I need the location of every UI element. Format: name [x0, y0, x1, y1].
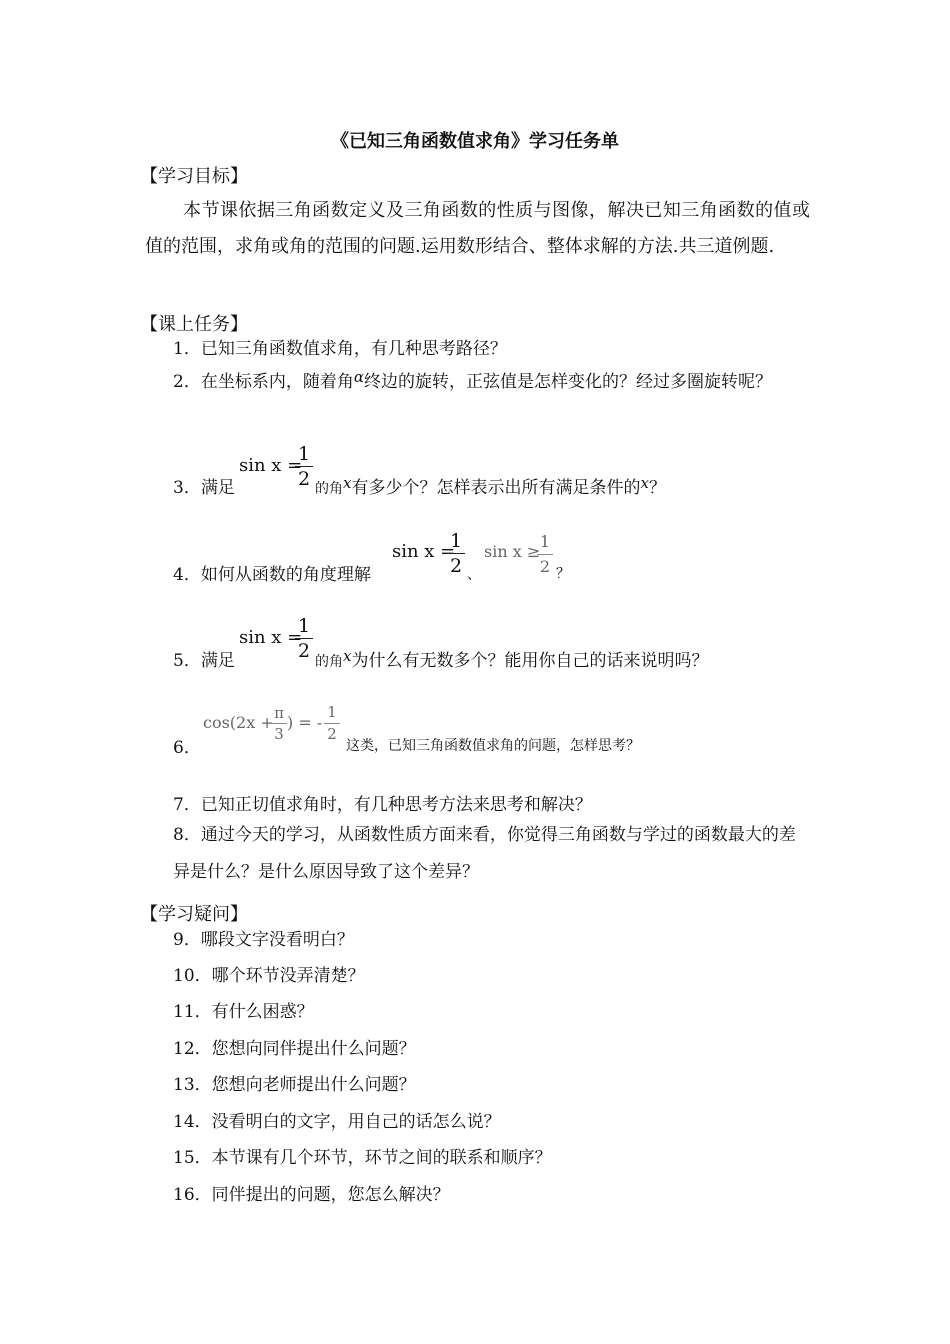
- task-2: [173, 364, 810, 401]
- numerator: 1: [539, 532, 551, 551]
- section-heading-goals: 【学习目标】: [140, 166, 248, 187]
- task-3-sin-lhs: sin x =: [239, 455, 303, 476]
- question-item: 16．同伴提出的问题，您怎么解决？: [173, 1185, 450, 1205]
- fraction-bar: [295, 466, 313, 467]
- numerator: 1: [297, 443, 311, 465]
- question-item: 14．没看明白的文字，用自己的话怎么说？: [173, 1112, 501, 1132]
- section-heading-questions: 【学习疑问】: [140, 904, 248, 925]
- x-symbol: x: [640, 474, 649, 492]
- task-3-fraction: [295, 443, 313, 490]
- goal-paragraph: 本节课依据三角函数定义及三角函数的性质与图像，解决已知三角函数的值或值的范围，求角或角的范围的问题.运用数形结合、整体求解的方法.共三道例题.: [145, 200, 810, 257]
- task-2-text-b: 终边的旋转，正弦值是怎样变化的？经过多圈旋转呢？: [363, 372, 772, 392]
- task-6-number: 6．: [173, 738, 201, 758]
- task-6-half-fraction: [324, 703, 340, 744]
- task-4-end: ？: [556, 566, 570, 582]
- fraction-bar: [324, 723, 340, 724]
- denominator: 2: [297, 640, 311, 662]
- fraction-bar: [537, 554, 553, 555]
- fraction-bar: [295, 638, 313, 639]
- task-6-cos-lhs: cos(2x +: [203, 713, 274, 732]
- numerator: 1: [449, 530, 463, 552]
- denominator: 2: [539, 557, 551, 576]
- fraction-bar: [271, 723, 287, 724]
- task-5-mid: 的角: [315, 654, 343, 670]
- numerator: 1: [297, 615, 311, 637]
- task-5-text: [315, 646, 708, 671]
- task-5-post: 为什么有无数多个？能用你自己的话来说明吗？: [351, 651, 709, 671]
- task-6-text: 这类，已知三角函数值求角的问题，怎样思考？: [346, 738, 640, 754]
- x-symbol: x: [343, 474, 352, 492]
- task-4-fraction-ge: [537, 531, 553, 578]
- denominator: 3: [274, 725, 284, 743]
- task-3-end: ？: [648, 478, 666, 498]
- denominator: 2: [449, 555, 463, 577]
- question-item: 10．哪个环节没弄清楚？: [173, 966, 365, 986]
- numerator: π: [274, 704, 284, 722]
- denominator: 2: [297, 468, 311, 490]
- task-4-separator: 、: [467, 567, 481, 583]
- task-6-cos-rhs: ) = -: [287, 713, 323, 732]
- fraction-bar: [447, 553, 465, 554]
- denominator: 2: [327, 725, 337, 743]
- numerator: 1: [327, 703, 337, 721]
- task-6-pi-fraction: [271, 704, 287, 743]
- task-7: 7．已知正切值求角时，有几种思考方法来思考和解决？: [173, 795, 592, 815]
- question-item: 15．本节课有几个环节，环节之间的联系和顺序？: [173, 1148, 552, 1168]
- question-item: 9．哪段文字没看明白？: [173, 930, 354, 950]
- task-5-fraction: [295, 615, 313, 662]
- task-3-text: [315, 473, 666, 498]
- task-3-prefix: 3．满足: [173, 478, 235, 498]
- task-4-sin-ge-lhs: sin x ≥: [484, 542, 541, 561]
- x-symbol: x: [343, 647, 352, 665]
- task-4-prefix: 4．如何从函数的角度理解: [173, 565, 371, 585]
- task-2-text-a: 2．在坐标系内，随着角: [173, 372, 354, 392]
- section-heading-tasks: 【课上任务】: [140, 314, 248, 335]
- task-8: 8．通过今天的学习，从函数性质方面来看，你觉得三角函数与学过的函数最大的差异是什么？是什么原因导致了这个差异？: [173, 825, 796, 882]
- task-1: 1．已知三角函数值求角，有几种思考路径？: [173, 339, 507, 359]
- task-4-sin-eq-lhs: sin x =: [392, 541, 456, 562]
- question-item: 11．有什么困惑？: [173, 1002, 314, 1022]
- question-item: 13．您想向老师提出什么问题？: [173, 1075, 416, 1095]
- alpha-symbol: α: [353, 368, 364, 386]
- task-5-prefix: 5．满足: [173, 651, 235, 671]
- task-5-sin-lhs: sin x =: [239, 627, 303, 648]
- task-3-mid: 的角: [315, 481, 343, 497]
- page-title: 《已知三角函数值求角》学习任务单: [331, 131, 619, 152]
- question-item: 12．您想向同伴提出什么问题？: [173, 1039, 416, 1059]
- task-3-post: 有多少个？怎样表示出所有满足条件的: [351, 478, 641, 498]
- task-4-fraction-eq: [447, 530, 465, 577]
